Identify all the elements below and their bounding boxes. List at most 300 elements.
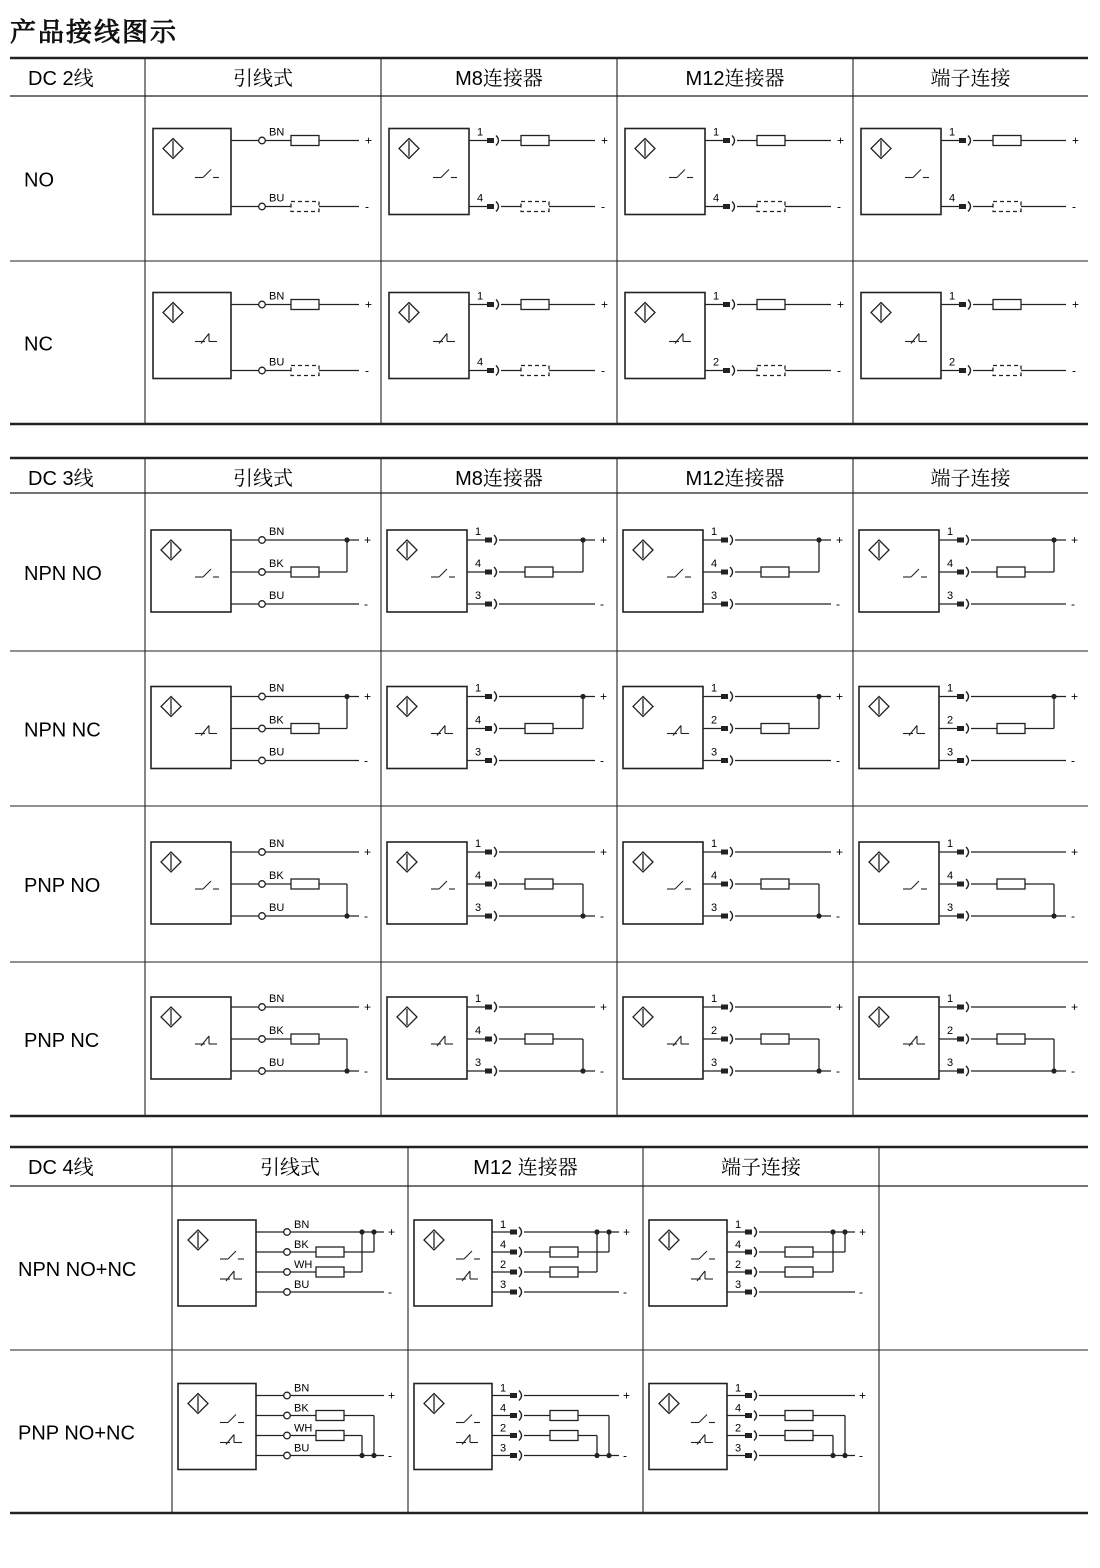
connector-pin-icon	[966, 1002, 969, 1012]
pin-number: 4	[500, 1239, 507, 1251]
minus-terminal: -	[365, 363, 369, 378]
pin-number: 4	[949, 192, 956, 205]
minus-terminal: -	[836, 909, 840, 923]
connector-pin-icon	[721, 758, 728, 763]
connector-pin-icon	[496, 136, 499, 146]
connector-pin-icon	[730, 879, 733, 889]
pin-number: 1	[947, 838, 954, 850]
minus-terminal: -	[364, 753, 368, 768]
load-resistor-dashed	[521, 202, 549, 212]
connector-pin-icon	[494, 911, 497, 921]
sensor-symbol	[151, 687, 231, 769]
connector-pin-icon	[721, 879, 733, 889]
column-header: 引线式	[233, 468, 293, 490]
connector-pin-icon	[745, 1267, 757, 1277]
sensor-body	[861, 129, 941, 215]
connector-pin-icon	[510, 1270, 517, 1275]
sensor-symbol	[625, 129, 705, 215]
pin-number: 1	[475, 526, 482, 538]
row-label: NC	[24, 333, 53, 356]
connector-pin-icon	[730, 911, 733, 921]
wire-color-label: BK	[269, 870, 284, 882]
load-resistor	[757, 136, 785, 146]
sensor-body	[178, 1384, 256, 1470]
pin-number: 4	[713, 192, 720, 205]
pin-number: 4	[711, 558, 718, 570]
lead-terminal-icon	[259, 569, 266, 576]
connector-pin-icon	[510, 1451, 522, 1461]
connector-pin-icon	[957, 726, 964, 731]
pin-number: 2	[949, 356, 956, 369]
sensor-symbol	[649, 1384, 727, 1470]
connector-pin-icon	[721, 1069, 728, 1074]
connector-pin-icon	[721, 567, 733, 577]
minus-terminal: -	[859, 1448, 863, 1463]
minus-terminal: -	[1071, 753, 1075, 768]
pin-number: 4	[947, 870, 954, 882]
connector-pin-icon	[745, 1270, 752, 1275]
connector-pin-icon	[721, 850, 728, 855]
connector-pin-icon	[510, 1431, 522, 1441]
junction-dot	[359, 1453, 364, 1458]
wire-color-label: BK	[294, 1239, 309, 1251]
connector-pin-icon	[485, 911, 497, 921]
connector-pin-icon	[745, 1250, 752, 1255]
junction-dot	[580, 694, 585, 699]
pin-number: 2	[711, 714, 718, 727]
connector-pin-icon	[966, 692, 969, 702]
plus-terminal: +	[365, 297, 373, 312]
pin-number: 3	[947, 902, 954, 914]
pin-number: 1	[475, 993, 482, 1005]
connector-pin-icon	[485, 538, 492, 543]
pin-number: 3	[475, 902, 482, 914]
wire-color-label: BK	[269, 558, 284, 570]
connector-pin-icon	[510, 1227, 522, 1237]
lead-terminal-icon	[259, 849, 266, 856]
minus-terminal: -	[388, 1448, 392, 1463]
pin-number: 2	[500, 1422, 507, 1435]
sensor-symbol	[859, 530, 939, 612]
load-resistor	[550, 1267, 578, 1277]
connector-pin-icon	[510, 1287, 522, 1297]
sensor-body	[623, 687, 703, 769]
connector-pin-icon	[485, 535, 497, 545]
column-header: DC 2线	[28, 68, 94, 90]
connector-pin-icon	[494, 847, 497, 857]
connector-pin-icon	[957, 602, 964, 607]
sensor-body	[389, 293, 469, 379]
connector-pin-icon	[745, 1453, 752, 1458]
minus-terminal: -	[600, 909, 604, 923]
pin-number: 1	[500, 1219, 507, 1231]
connector-pin-icon	[732, 366, 735, 376]
connector-pin-icon	[745, 1287, 757, 1297]
wiring-diagram	[153, 127, 372, 215]
plus-terminal: +	[600, 689, 608, 704]
connector-pin-icon	[721, 694, 728, 699]
pin-number: 4	[947, 558, 954, 570]
pin-number: 3	[475, 590, 482, 602]
sensor-body	[623, 997, 703, 1079]
connector-pin-icon	[485, 1069, 492, 1074]
connector-pin-icon	[957, 758, 964, 763]
sensor-body	[623, 842, 703, 924]
connector-pin-icon	[721, 538, 728, 543]
connector-pin-icon	[966, 724, 969, 734]
connector-pin-icon	[510, 1290, 517, 1295]
sensor-body	[859, 997, 939, 1079]
connector-pin-icon	[485, 599, 497, 609]
pin-number: 1	[475, 682, 482, 695]
connector-pin-icon	[485, 1005, 492, 1010]
pin-number: 2	[735, 1259, 742, 1271]
pin-number: 1	[735, 1382, 742, 1395]
sensor-symbol	[623, 687, 703, 769]
junction-dot	[830, 1229, 835, 1234]
connector-pin-icon	[745, 1391, 757, 1401]
connector-pin-icon	[730, 724, 733, 734]
connector-pin-icon	[519, 1267, 522, 1277]
connector-pin-icon	[487, 202, 499, 212]
connector-pin-icon	[957, 847, 969, 857]
load-resistor	[550, 1411, 578, 1421]
load-resistor	[761, 879, 789, 889]
connector-pin-icon	[730, 1066, 733, 1076]
pin-number: 1	[713, 290, 720, 303]
connector-pin-icon	[485, 914, 492, 919]
minus-terminal: -	[365, 199, 369, 214]
pin-number: 1	[711, 838, 718, 850]
connector-pin-icon	[510, 1247, 522, 1257]
sensor-body	[859, 530, 939, 612]
junction-dot	[842, 1453, 847, 1458]
load-resistor	[785, 1431, 813, 1441]
lead-terminal-icon	[284, 1229, 291, 1236]
pin-number: 4	[475, 558, 482, 570]
wire-color-label: BK	[294, 1402, 309, 1415]
plus-terminal: +	[859, 1388, 867, 1403]
connector-pin-icon	[745, 1230, 752, 1235]
pin-number: 2	[711, 1025, 718, 1037]
connector-pin-icon	[485, 692, 497, 702]
connector-pin-icon	[510, 1453, 517, 1458]
load-resistor-dashed	[291, 366, 319, 376]
junction-dot	[594, 1453, 599, 1458]
junction-dot	[606, 1229, 611, 1234]
connector-pin-icon	[745, 1413, 752, 1418]
sensor-symbol	[178, 1220, 256, 1306]
plus-terminal: +	[836, 1000, 844, 1014]
wiring-diagram	[387, 526, 607, 612]
load-resistor	[316, 1411, 344, 1421]
connector-pin-icon	[721, 724, 733, 734]
row-label: PNP NC	[24, 1030, 100, 1052]
column-header: DC 4线	[28, 1157, 94, 1179]
wiring-diagram	[623, 993, 843, 1079]
minus-terminal: -	[836, 597, 840, 611]
lead-terminal-icon	[259, 1004, 266, 1011]
connector-pin-icon	[957, 914, 964, 919]
sensor-body	[151, 842, 231, 924]
wiring-diagram	[861, 291, 1079, 379]
pin-number: 2	[947, 1025, 954, 1037]
sensor-symbol	[859, 997, 939, 1079]
load-resistor-dashed	[291, 202, 319, 212]
page-title: 产品接线图示	[10, 17, 179, 47]
plus-terminal: +	[1071, 1000, 1079, 1014]
wiring-diagram	[414, 1383, 630, 1470]
lead-terminal-icon	[284, 1269, 291, 1276]
sensor-symbol	[414, 1220, 492, 1306]
wiring-diagram	[151, 526, 371, 612]
load-resistor	[761, 724, 789, 734]
connector-pin-icon	[510, 1413, 517, 1418]
wiring-diagram	[178, 1383, 395, 1470]
pin-number: 1	[735, 1219, 742, 1231]
load-resistor	[761, 567, 789, 577]
load-resistor	[291, 1034, 319, 1044]
minus-terminal: -	[859, 1285, 863, 1299]
wire-color-label: BU	[294, 1279, 310, 1291]
connector-pin-icon	[487, 136, 499, 146]
load-resistor	[525, 1034, 553, 1044]
connector-pin-icon	[959, 202, 971, 212]
connector-pin-icon	[485, 1066, 497, 1076]
junction-dot	[816, 694, 821, 699]
wire-color-label: BU	[269, 192, 285, 205]
connector-pin-icon	[957, 570, 964, 575]
load-resistor	[757, 300, 785, 310]
connector-pin-icon	[519, 1451, 522, 1461]
lead-terminal-icon	[284, 1249, 291, 1256]
load-resistor-dashed	[993, 202, 1021, 212]
minus-terminal: -	[837, 199, 841, 214]
connector-pin-icon	[721, 570, 728, 575]
plus-terminal: +	[859, 1225, 867, 1239]
wire-color-label: BU	[269, 1057, 285, 1069]
sensor-body	[387, 530, 467, 612]
load-resistor	[291, 136, 319, 146]
column-header: 端子连接	[930, 468, 1011, 490]
plus-terminal: +	[623, 1225, 631, 1239]
sensor-body	[151, 530, 231, 612]
junction-dot	[371, 1229, 376, 1234]
minus-terminal: -	[600, 753, 604, 768]
plus-terminal: +	[1072, 297, 1080, 312]
junction-dot	[344, 694, 349, 699]
connector-pin-icon	[966, 911, 969, 921]
wiring-diagram	[387, 993, 607, 1079]
column-header: 引线式	[260, 1157, 320, 1179]
load-resistor-dashed	[757, 366, 785, 376]
connector-pin-icon	[721, 726, 728, 731]
pin-number: 4	[475, 870, 482, 882]
wiring-diagram	[387, 683, 607, 769]
pin-number: 3	[500, 1279, 507, 1291]
connector-pin-icon	[957, 756, 969, 766]
sensor-symbol	[623, 530, 703, 612]
wiring-diagram	[387, 838, 607, 924]
plus-terminal: +	[836, 845, 844, 859]
connector-pin-icon	[968, 136, 971, 146]
sensor-body	[861, 293, 941, 379]
connector-pin-icon	[745, 1393, 752, 1398]
connector-pin-icon	[957, 599, 969, 609]
sensor-symbol	[414, 1384, 492, 1470]
wiring-diagram	[625, 291, 844, 379]
connector-pin-icon	[485, 694, 492, 699]
lead-terminal-icon	[259, 137, 266, 144]
column-header: 端子连接	[721, 1157, 801, 1179]
connector-pin-icon	[966, 879, 969, 889]
wiring-diagram	[151, 993, 371, 1079]
lead-terminal-icon	[284, 1432, 291, 1439]
column-header: 端子连接	[930, 68, 1011, 90]
wiring-diagram	[859, 683, 1078, 769]
sensor-body	[389, 129, 469, 215]
connector-pin-icon	[721, 692, 733, 702]
connector-pin-icon	[721, 602, 728, 607]
wiring-diagram	[414, 1219, 630, 1306]
minus-terminal: -	[1072, 199, 1076, 214]
connector-pin-icon	[966, 1034, 969, 1044]
pin-number: 1	[713, 126, 720, 139]
connector-pin-icon	[966, 599, 969, 609]
sensor-body	[153, 129, 231, 215]
connector-pin-icon	[959, 368, 966, 373]
connector-pin-icon	[730, 599, 733, 609]
connector-pin-icon	[957, 1034, 969, 1044]
connector-pin-icon	[487, 302, 494, 307]
connector-pin-icon	[730, 692, 733, 702]
sensor-symbol	[859, 842, 939, 924]
connector-pin-icon	[723, 302, 730, 307]
connector-pin-icon	[732, 202, 735, 212]
sensor-symbol	[623, 842, 703, 924]
junction-dot	[1051, 537, 1056, 542]
connector-pin-icon	[966, 567, 969, 577]
pin-number: 3	[475, 746, 482, 759]
sensor-symbol	[151, 997, 231, 1079]
sensor-body	[625, 129, 705, 215]
connector-pin-icon	[519, 1247, 522, 1257]
connector-pin-icon	[754, 1287, 757, 1297]
connector-pin-icon	[485, 879, 497, 889]
connector-pin-icon	[494, 756, 497, 766]
sensor-body	[649, 1220, 727, 1306]
connector-pin-icon	[957, 1066, 969, 1076]
sensor-symbol	[389, 293, 469, 379]
connector-pin-icon	[496, 202, 499, 212]
connector-pin-icon	[745, 1431, 757, 1441]
pin-number: 3	[475, 1057, 482, 1069]
connector-pin-icon	[745, 1451, 757, 1461]
connector-pin-icon	[957, 694, 964, 699]
wire-color-label: BN	[294, 1219, 310, 1231]
plus-terminal: +	[365, 133, 373, 148]
connector-pin-icon	[968, 202, 971, 212]
load-resistor	[525, 879, 553, 889]
connector-pin-icon	[485, 570, 492, 575]
load-resistor	[785, 1267, 813, 1277]
connector-pin-icon	[723, 366, 735, 376]
wire-color-label: BU	[269, 356, 285, 369]
wire-color-label: WH	[294, 1259, 313, 1271]
load-resistor	[761, 1034, 789, 1044]
wire-color-label: BN	[269, 290, 285, 303]
junction-dot	[1051, 694, 1056, 699]
connector-pin-icon	[723, 300, 735, 310]
connector-pin-icon	[485, 602, 492, 607]
connector-pin-icon	[966, 1066, 969, 1076]
connector-pin-icon	[519, 1227, 522, 1237]
connector-pin-icon	[723, 368, 730, 373]
connector-pin-icon	[721, 1005, 728, 1010]
pin-number: 1	[947, 993, 954, 1005]
sensor-body	[625, 293, 705, 379]
wire-color-label: WH	[294, 1422, 313, 1435]
connector-pin-icon	[754, 1451, 757, 1461]
connector-pin-icon	[957, 535, 969, 545]
connector-pin-icon	[959, 136, 971, 146]
connector-pin-icon	[721, 882, 728, 887]
wire-color-label: BN	[269, 526, 285, 538]
plus-terminal: +	[1071, 689, 1079, 704]
connector-pin-icon	[510, 1393, 517, 1398]
wire-color-label: BN	[269, 682, 285, 695]
connector-pin-icon	[968, 300, 971, 310]
wiring-diagram	[861, 127, 1079, 215]
sensor-symbol	[153, 293, 231, 379]
pin-number: 1	[711, 526, 718, 538]
pin-number: 3	[711, 590, 718, 602]
junction-dot	[842, 1229, 847, 1234]
connector-pin-icon	[510, 1391, 522, 1401]
connector-pin-icon	[485, 726, 492, 731]
minus-terminal: -	[600, 1064, 604, 1078]
connector-pin-icon	[957, 1005, 964, 1010]
connector-pin-icon	[510, 1433, 517, 1438]
sensor-body	[649, 1384, 727, 1470]
sensor-symbol	[649, 1220, 727, 1306]
column-header: M12 连接器	[473, 1157, 578, 1179]
connector-pin-icon	[732, 136, 735, 146]
plus-terminal: +	[388, 1388, 396, 1403]
junction-dot	[830, 1453, 835, 1458]
connector-pin-icon	[721, 1002, 733, 1012]
connector-pin-icon	[966, 756, 969, 766]
wiring-diagram	[153, 291, 372, 379]
load-resistor	[525, 567, 553, 577]
pin-number: 1	[711, 682, 718, 695]
connector-pin-icon	[957, 1002, 969, 1012]
lead-terminal-icon	[259, 1036, 266, 1043]
sensor-symbol	[151, 530, 231, 612]
lead-terminal-icon	[259, 881, 266, 888]
sensor-body	[178, 1220, 256, 1306]
pin-number: 2	[947, 714, 954, 727]
junction-dot	[816, 537, 821, 542]
load-resistor	[291, 300, 319, 310]
pin-number: 4	[711, 870, 718, 882]
connector-pin-icon	[966, 535, 969, 545]
connector-pin-icon	[494, 1034, 497, 1044]
plus-terminal: +	[836, 689, 844, 704]
pin-number: 3	[735, 1442, 742, 1455]
connector-pin-icon	[485, 847, 497, 857]
connector-pin-icon	[968, 366, 971, 376]
